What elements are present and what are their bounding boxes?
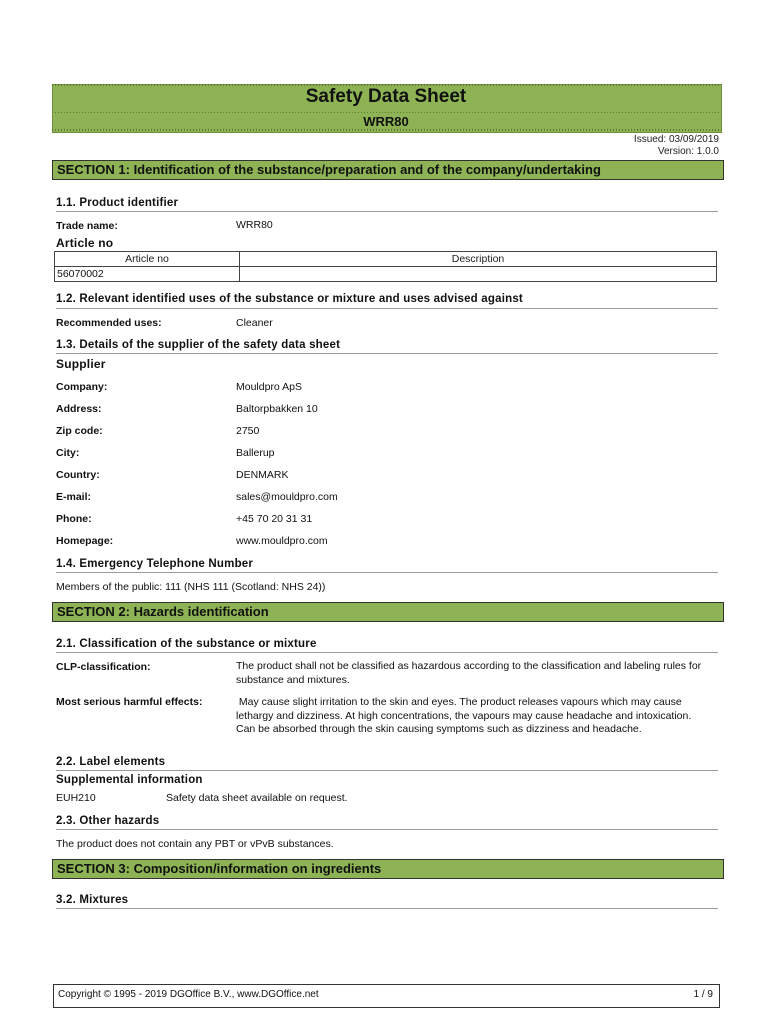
article-table — [54, 251, 717, 282]
divider — [56, 829, 718, 830]
subsection-1-3-title: 1.3. Details of the supplier of the safety data sheet — [56, 339, 341, 351]
trade-name-label: Trade name: — [56, 220, 118, 232]
city-label: City: — [56, 447, 80, 459]
supplier-heading: Supplier — [56, 357, 106, 371]
subsection-2-1-title: 2.1. Classification of the substance or mixture — [56, 638, 317, 650]
subsection-1-2-title: 1.2. Relevant identified uses of the substance or mixture and uses advised against — [56, 293, 523, 305]
homepage-value: www.mouldpro.com — [236, 535, 328, 547]
city-value: Ballerup — [236, 447, 275, 459]
other-hazards-text: The product does not contain any PBT or vPvB substances. — [56, 838, 334, 850]
company-value: Mouldpro ApS — [236, 381, 302, 393]
subsection-2-3-title: 2.3. Other hazards — [56, 815, 160, 827]
trade-name-value: WRR80 — [236, 219, 273, 231]
country-label: Country: — [56, 469, 100, 481]
page-number: 1 / 9 — [693, 989, 713, 1000]
table-cell: 56070002 — [55, 267, 240, 282]
document-title: Safety Data Sheet — [305, 86, 467, 107]
recommended-uses-label: Recommended uses: — [56, 317, 162, 329]
subsection-2-2-title: 2.2. Label elements — [56, 756, 166, 768]
emergency-phone-text: Members of the public: 111 (NHS 111 (Scotland: NHS 24)) — [56, 581, 326, 593]
email-label: E-mail: — [56, 491, 92, 503]
homepage-label: Homepage: — [56, 535, 114, 547]
subsection-1-4-title: 1.4. Emergency Telephone Number — [56, 558, 254, 570]
divider — [56, 770, 718, 771]
table-header-row — [55, 252, 717, 267]
zip-code-label: Zip code: — [56, 425, 103, 437]
phone-value: +45 70 20 31 31 — [236, 513, 313, 525]
clp-classification-label: CLP-classification: — [56, 661, 151, 673]
title-divider — [52, 112, 720, 113]
divider — [56, 211, 718, 212]
issued-date: Issued: 03/09/2019 — [633, 134, 719, 145]
version-number: Version: 1.0.0 — [657, 146, 719, 157]
divider — [56, 353, 718, 354]
table-header-cell: Description — [240, 252, 717, 267]
section-3-heading: SECTION 3: Composition/information on ingredients — [52, 859, 724, 879]
recommended-uses-value: Cleaner — [236, 317, 273, 329]
hazard-code: EUH210 — [56, 792, 96, 804]
address-label: Address: — [56, 403, 102, 415]
harmful-effects-label: Most serious harmful effects: — [56, 696, 203, 708]
product-name-heading: WRR80 — [363, 114, 409, 129]
zip-code-value: 2750 — [236, 425, 260, 437]
table-row — [55, 267, 717, 282]
email-value: sales@mouldpro.com — [236, 491, 338, 503]
section-1-heading: SECTION 1: Identification of the substance/preparation and of the company/undertaking — [52, 160, 724, 180]
table-header-cell: Article no — [55, 252, 240, 267]
divider — [56, 308, 718, 309]
subsection-1-1-title: 1.1. Product identifier — [56, 197, 179, 209]
phone-label: Phone: — [56, 513, 92, 525]
subsection-3-2-title: 3.2. Mixtures — [56, 894, 129, 906]
supplemental-info-heading: Supplemental information — [56, 774, 203, 786]
article-no-heading: Article no — [56, 236, 114, 250]
divider — [56, 652, 718, 653]
title-bottom-border — [52, 129, 722, 131]
harmful-effects-value: May cause slight irritation to the skin and eyes. The product releases vapours which may cause lethargy and dizziness. At high concentrations, the vapours may cause headache and intoxication. Can be absorbed through the skin causing symptoms such as dizziness and headache. — [236, 696, 695, 735]
hazard-code-text: Safety data sheet available on request. — [166, 792, 348, 804]
divider — [56, 908, 718, 909]
copyright-text: Copyright © 1995 - 2019 DGOffice B.V., www.DGOffice.net — [58, 989, 319, 1000]
company-label: Company: — [56, 381, 108, 393]
divider — [56, 572, 718, 573]
country-value: DENMARK — [236, 469, 289, 481]
section-2-heading: SECTION 2: Hazards identification — [52, 602, 724, 622]
address-value: Baltorpbakken 10 — [236, 403, 318, 415]
clp-classification-value: The product shall not be classified as hazardous according to the classification and labeling rules for substance and mixtures. — [236, 660, 702, 686]
table-cell — [240, 267, 717, 282]
